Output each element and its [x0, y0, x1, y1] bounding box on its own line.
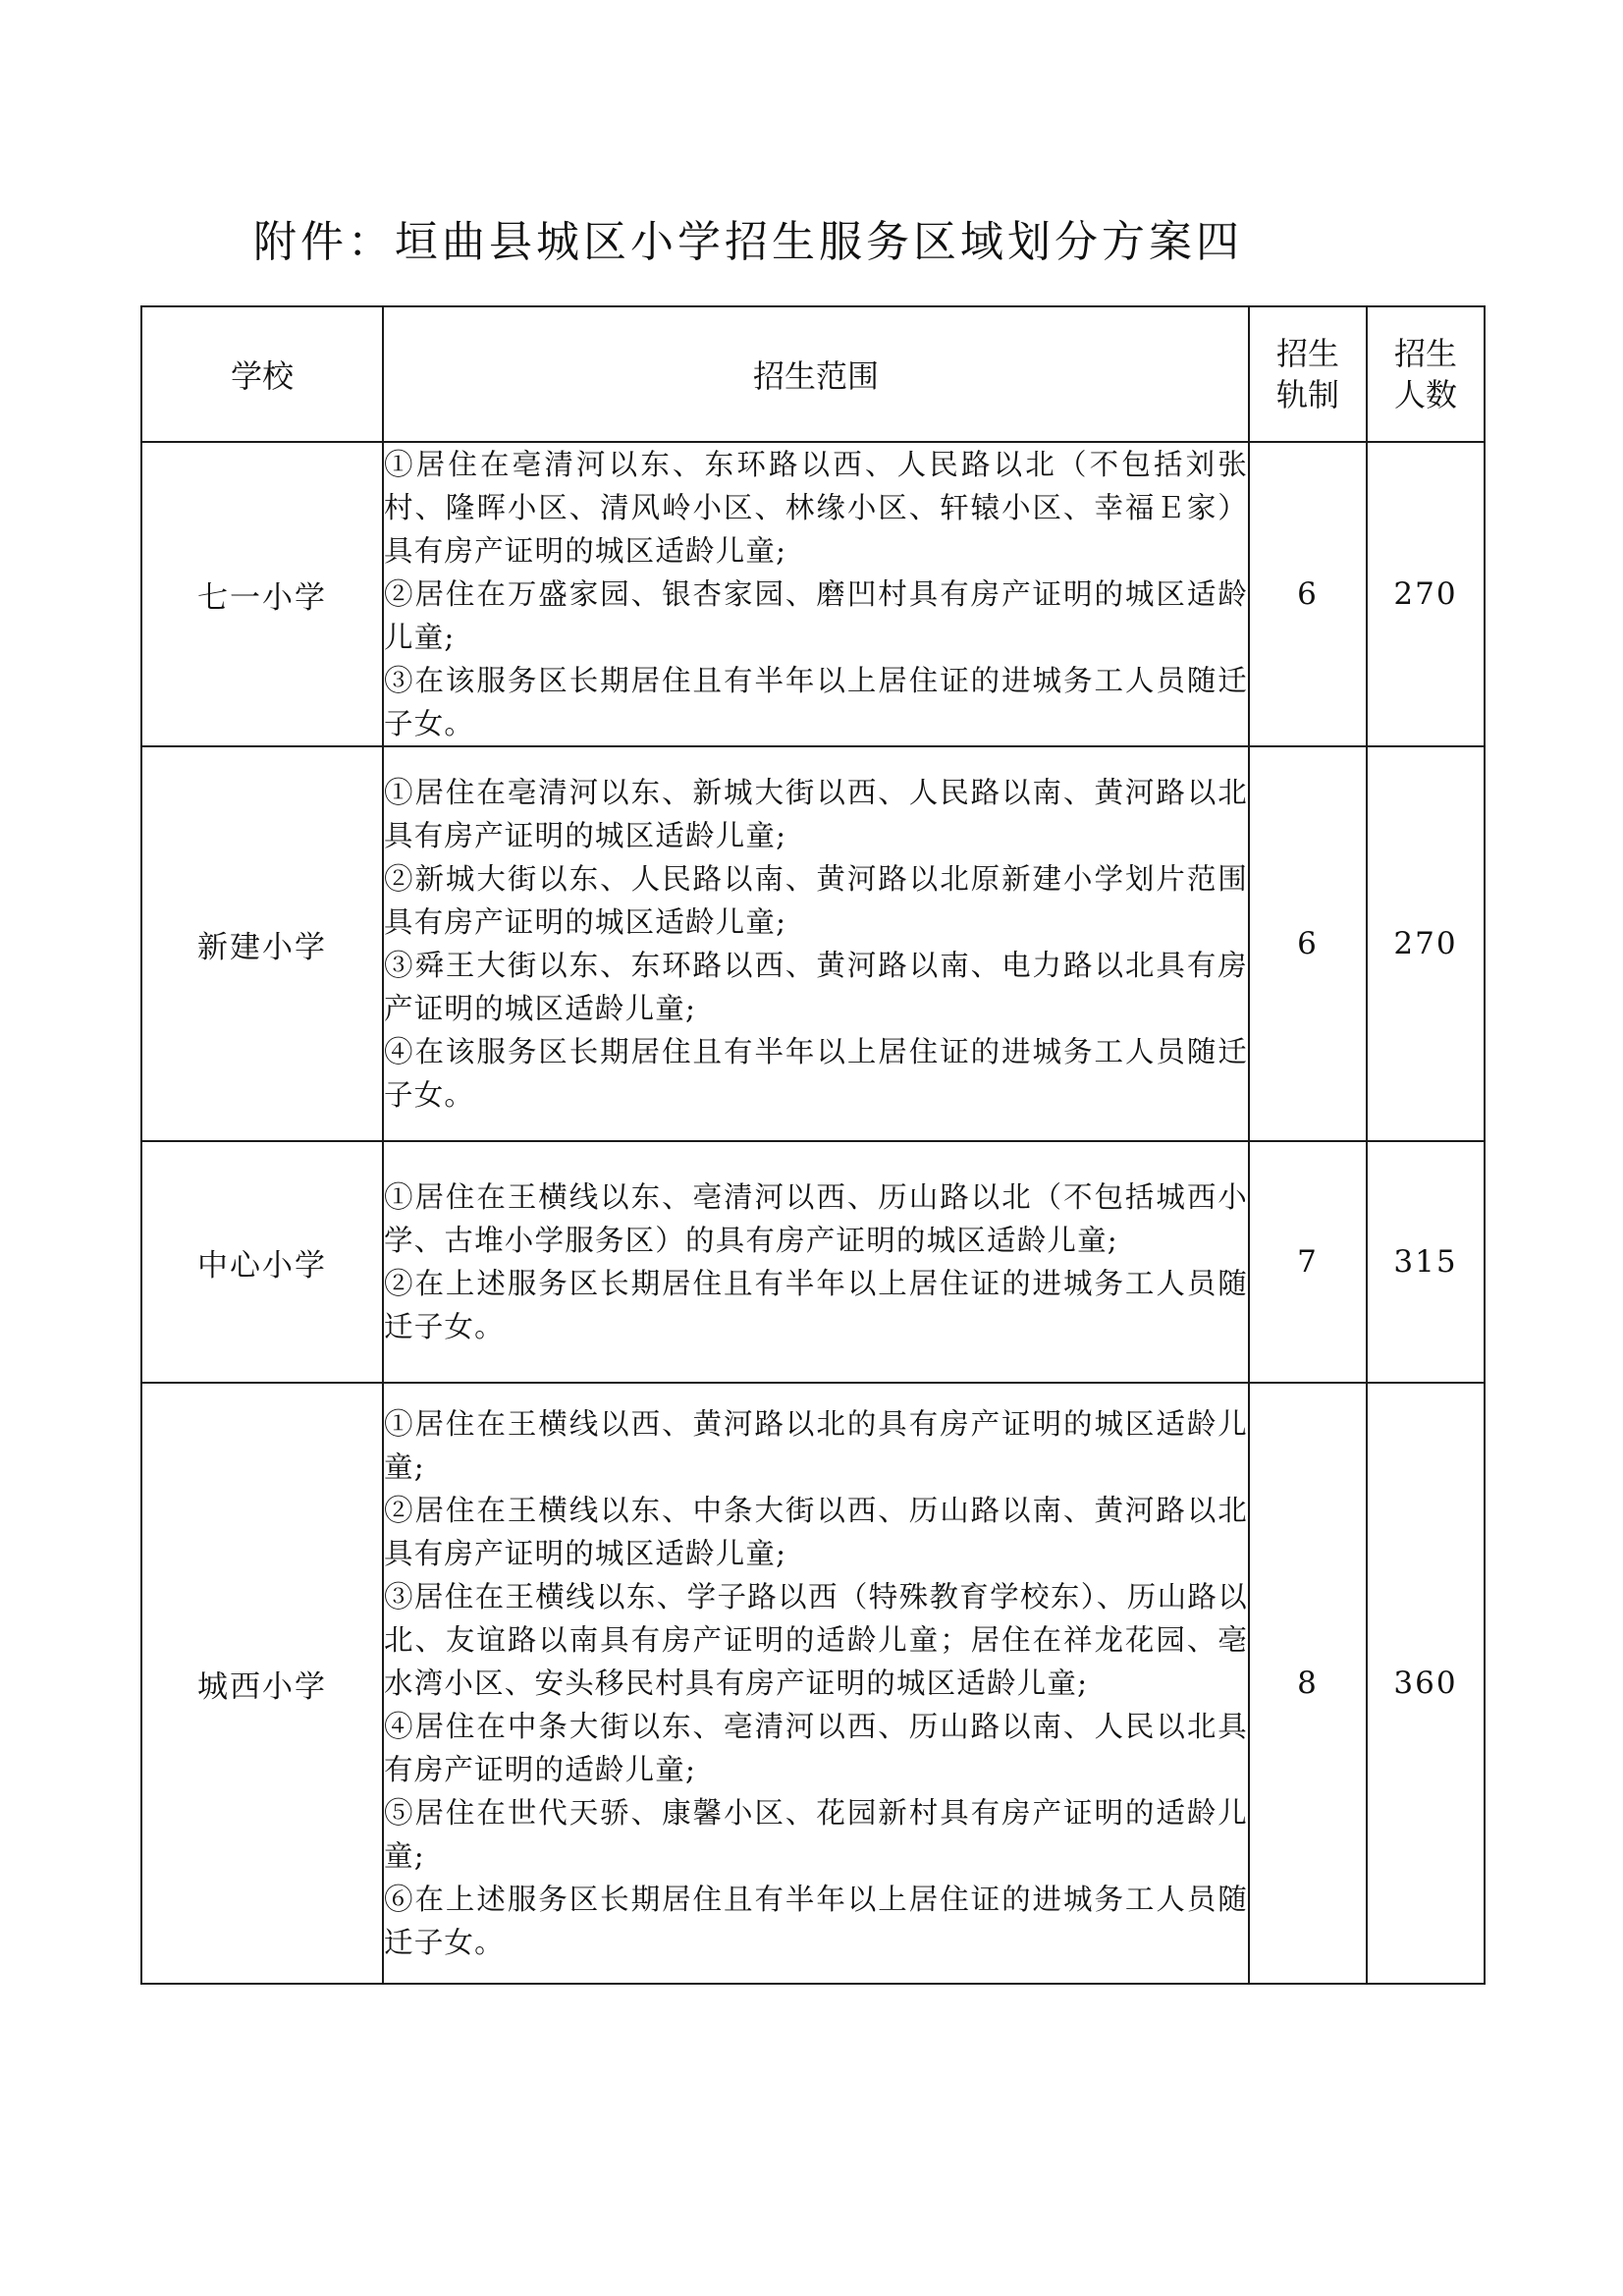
header-tracks-line2: 轨制	[1275, 376, 1339, 413]
scope-item: ③舜王大街以东、东环路以西、黄河路以南、电力路以北具有房产证明的城区适龄儿童;	[384, 949, 1248, 1025]
header-count-line2: 人数	[1393, 376, 1457, 413]
scope-item: ①居住在王横线以东、亳清河以西、历山路以北（不包括城西小学、古堆小学服务区）的具有房产证明的城区适龄儿童;	[384, 1180, 1248, 1257]
enrollment-tracks: 6	[1249, 746, 1367, 1141]
table-header-row	[141, 306, 1485, 442]
enrollment-count: 315	[1367, 1141, 1485, 1383]
scope-item: ①居住在亳清河以东、新城大街以西、人民路以南、黄河路以北具有房产证明的城区适龄儿童;	[384, 776, 1248, 852]
scope-item: ①居住在王横线以西、黄河路以北的具有房产证明的城区适龄儿童;	[384, 1407, 1248, 1484]
enrollment-scope	[383, 746, 1249, 1141]
scope-item: ⑤居住在世代天骄、康馨小区、花园新村具有房产证明的适龄儿童;	[384, 1796, 1248, 1873]
table-row	[141, 1383, 1485, 1984]
enrollment-scope	[383, 1383, 1249, 1984]
header-tracks-line1: 招生	[1275, 335, 1339, 372]
header-tracks	[1249, 306, 1367, 442]
scope-item: ②新城大街以东、人民路以南、黄河路以北原新建小学划片范围具有房产证明的城区适龄儿童;	[384, 862, 1248, 939]
enrollment-table	[140, 305, 1486, 1985]
header-count	[1367, 306, 1485, 442]
enrollment-tracks: 6	[1249, 442, 1367, 746]
enrollment-scope	[383, 442, 1249, 746]
scope-item: ③在该服务区长期居住且有半年以上居住证的进城务工人员随迁子女。	[384, 664, 1248, 740]
enrollment-count: 270	[1367, 746, 1485, 1141]
school-name: 城西小学	[141, 1383, 383, 1984]
scope-item: ②居住在万盛家园、银杏家园、磨凹村具有房产证明的城区适龄儿童;	[384, 577, 1248, 654]
school-name: 新建小学	[141, 746, 383, 1141]
scope-item: ⑥在上述服务区长期居住且有半年以上居住证的进城务工人员随迁子女。	[384, 1883, 1248, 1959]
scope-item: ③居住在王横线以东、学子路以西（特殊教育学校东）、历山路以北、友谊路以南具有房产证明的适龄儿童；居住在祥龙花园、亳水湾小区、安头移民村具有房产证明的城区适龄儿童;	[384, 1580, 1248, 1700]
header-scope: 招生范围	[383, 306, 1249, 442]
table-row	[141, 1141, 1485, 1383]
header-school: 学校	[141, 306, 383, 442]
scope-item: ①居住在亳清河以东、东环路以西、人民路以北（不包括刘张村、隆晖小区、清风岭小区、林缘小区、轩辕小区、幸福Ｅ家）具有房产证明的城区适龄儿童;	[384, 448, 1248, 568]
document-title: 附件：垣曲县城区小学招生服务区域划分方案四	[253, 217, 1243, 267]
school-name: 七一小学	[141, 442, 383, 746]
table-row	[141, 442, 1485, 746]
scope-item: ②居住在王横线以东、中条大街以西、历山路以南、黄河路以北具有房产证明的城区适龄儿童;	[384, 1494, 1248, 1570]
enrollment-tracks: 7	[1249, 1141, 1367, 1383]
table-row	[141, 746, 1485, 1141]
school-name: 中心小学	[141, 1141, 383, 1383]
enrollment-count: 360	[1367, 1383, 1485, 1984]
scope-item: ②在上述服务区长期居住且有半年以上居住证的进城务工人员随迁子女。	[384, 1267, 1248, 1343]
enrollment-count: 270	[1367, 442, 1485, 746]
header-count-line1: 招生	[1393, 335, 1457, 372]
enrollment-tracks: 8	[1249, 1383, 1367, 1984]
scope-item: ④在该服务区长期居住且有半年以上居住证的进城务工人员随迁子女。	[384, 1035, 1248, 1112]
scope-item: ④居住在中条大街以东、亳清河以西、历山路以南、人民以北具有房产证明的适龄儿童;	[384, 1710, 1248, 1786]
enrollment-scope	[383, 1141, 1249, 1383]
